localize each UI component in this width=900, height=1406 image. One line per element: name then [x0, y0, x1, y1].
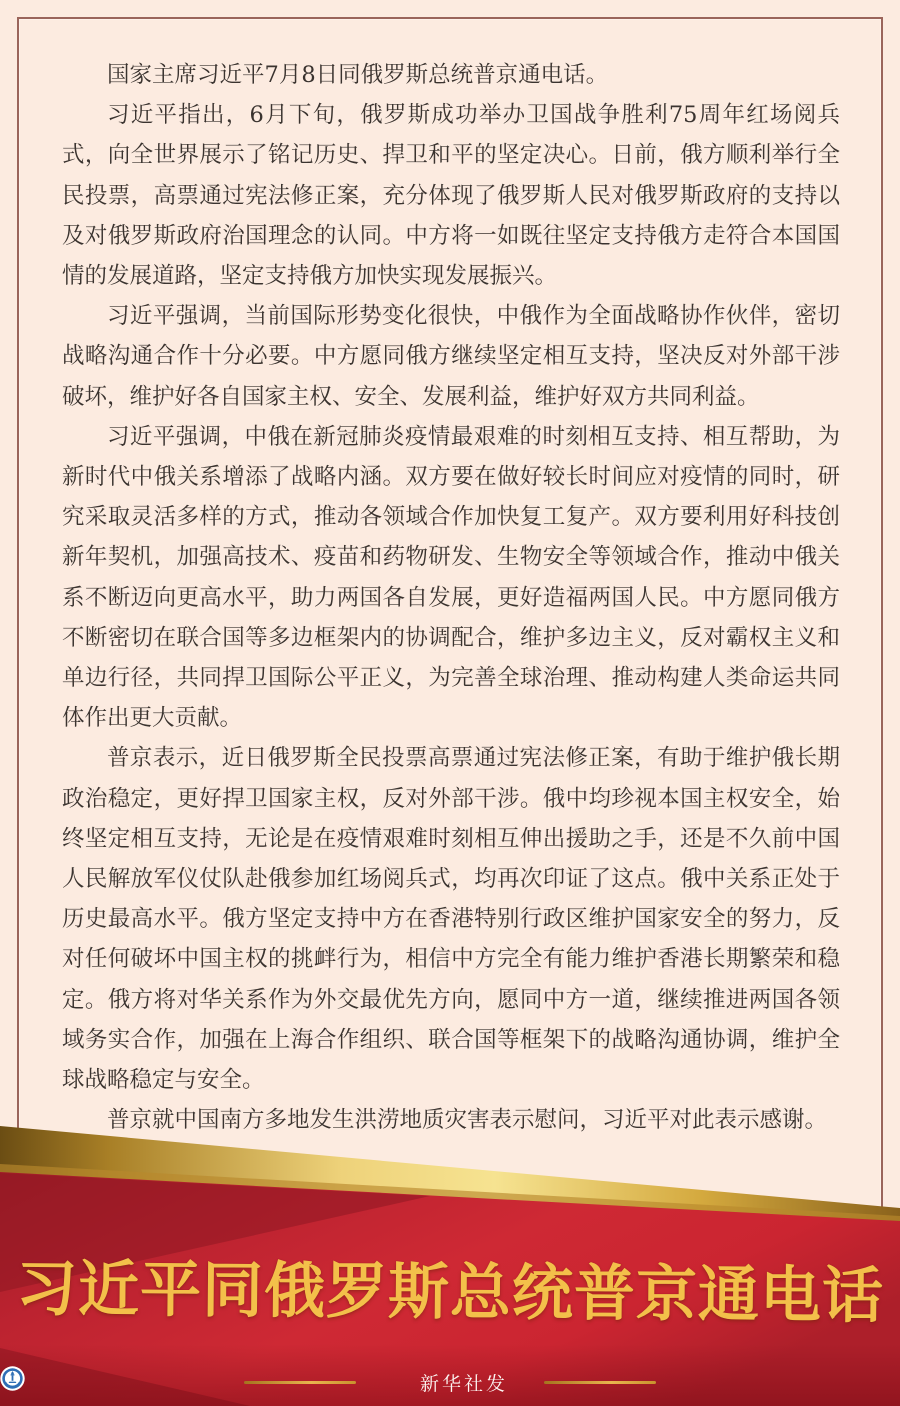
body-paragraph: 普京就中国南方多地发生洪涝地质灾害表示慰问，习近平对此表示感谢。: [107, 1107, 828, 1134]
body-paragraph: 普京表示，近日俄罗斯全民投票高票通过宪法修正案，有助于维护俄长期政治稳定，更好捍卫国家主权，反对外部干涉。俄中均珍视本国主权安全，始终坚定相互支持，无论是在疫情艰难时刻相互伸出援助之手，还是不久前中国人民解放军仪仗队赴俄参加红场阅兵式，均再次印证了这点。俄中关系正处于历史最高水平。俄方坚定支持中方在香港特别行政区维护国家安全的努力，反对任何破坏中国主权的挑衅行为，相信中方完全有能力维护香港长期繁荣和稳定。俄方将对华关系作为外交最优先方向，愿同中方一道，继续推进两国各领域务实合作，加强在上海合作组织、联合国等框架下的战略沟通协调，维护全球战略稳定与安全。: [62, 745, 840, 1094]
credit-text: 新华社发: [419, 1372, 508, 1395]
body-paragraph: 习近平指出，6月下旬，俄罗斯成功举办卫国战争胜利75周年红场阅兵式，向全世界展示了铭记历史、捍卫和平的坚定决心。日前，俄方顺利举行全民投票，高票通过宪法修正案，充分体现了俄罗斯人民对俄罗斯政府的支持以及对俄罗斯政府治国理念的认同。中方将一如既往坚定支持俄方走符合本国国情的发展道路，坚定支持俄方加快实现发展振兴。: [62, 102, 840, 290]
body-paragraph: 国家主席习近平7月8日同俄罗斯总统普京通电话。: [107, 62, 609, 88]
gold-line-left: [244, 1381, 356, 1384]
gold-line-right: [544, 1381, 656, 1384]
banner-title: 习近平同俄罗斯总统普京通电话: [15, 1253, 885, 1332]
article-body: [62, 55, 840, 1140]
bottom-banner: [0, 1116, 900, 1406]
body-paragraph: 习近平强调，中俄在新冠肺炎疫情最艰难的时刻相互支持、相互帮助，为新时代中俄关系增添了战略内涵。双方要在做好较长时间应对疫情的同时，研究采取灵活多样的方式，推动各领域合作加快复工复产。双方要利用好科技创新年契机，加强高技术、疫苗和药物研发、生物安全等领域合作，推动中俄关系不断迈向更高水平，助力两国各自发展，更好造福两国人民。中方愿同俄方不断密切在联合国等多边框架内的协调配合，维护多边主义，反对霸权主义和单边行径，共同捍卫国际公平正义，为完善全球治理、推动构建人类命运共同体作出更大贡献。: [62, 423, 840, 732]
credit-row: [0, 1366, 900, 1398]
body-paragraph: 习近平强调，当前国际形势变化很快，中俄作为全面战略协作伙伴，密切战略沟通合作十分必要。中方愿同俄方继续坚定相互支持，坚决反对外部干涉破坏，维护好各自国家主权、安全、发展利益，维护好双方共同利益。: [62, 303, 840, 410]
